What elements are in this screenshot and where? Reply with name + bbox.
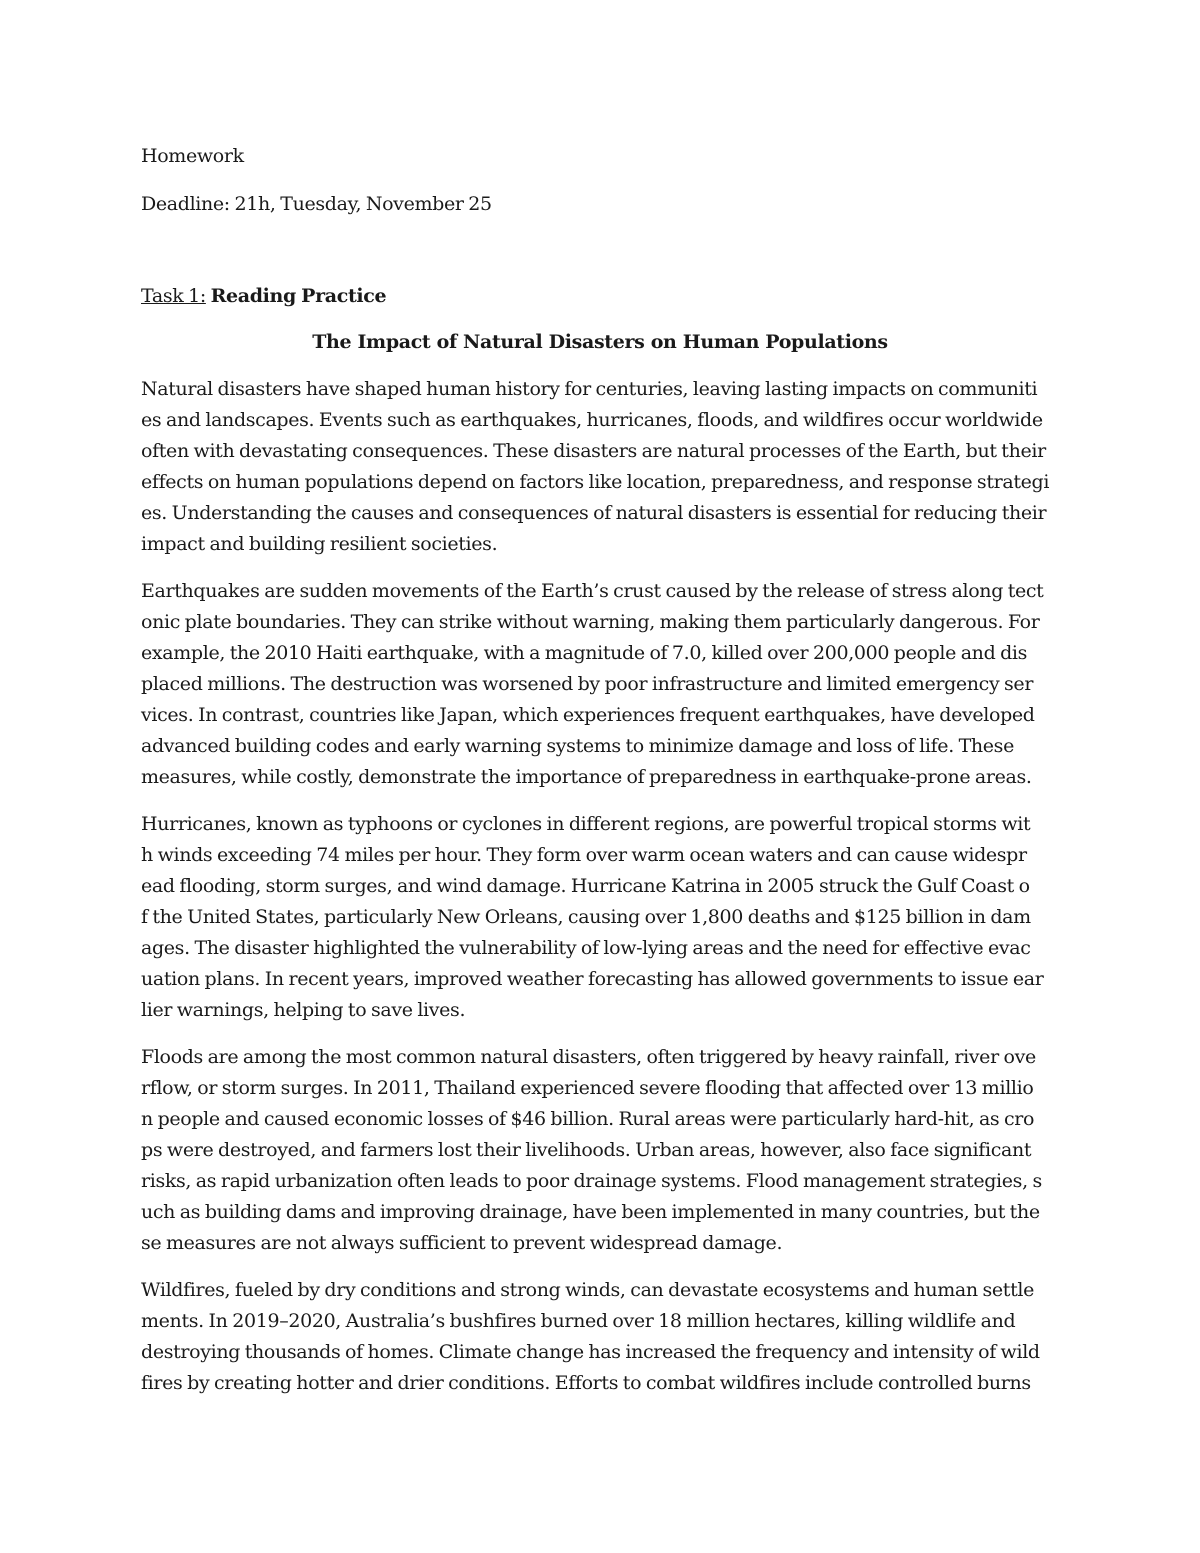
paragraph-line: impact and building resilient societies. [141, 533, 498, 555]
paragraph-line: f the United States, particularly New Orleans, causing over 1,800 deaths and $125 billion in dam [141, 906, 1031, 928]
paragraph-line: Floods are among the most common natural disasters, often triggered by heavy rainfall, river ove [141, 1046, 1036, 1068]
task-heading [141, 281, 1061, 312]
paragraph-line: placed millions. The destruction was worsened by poor infrastructure and limited emergency ser [141, 673, 1034, 695]
paragraph-line: lier warnings, helping to save lives. [141, 999, 466, 1021]
paragraph-line: Wildfires, fueled by dry conditions and strong winds, can devastate ecosystems and human settle [141, 1279, 1034, 1301]
paragraph-line: Hurricanes, known as typhoons or cyclones in different regions, are powerful tropical storms wit [141, 813, 1031, 835]
paragraph-line: ments. In 2019–2020, Australia’s bushfires burned over 18 million hectares, killing wildlife and [141, 1310, 1016, 1332]
task-number: Task 1: [141, 285, 206, 307]
homework-label: Homework [141, 145, 244, 167]
paragraph-line: risks, as rapid urbanization often leads to poor drainage systems. Flood management strategies, s [141, 1170, 1042, 1192]
paragraph-line: Earthquakes are sudden movements of the Earth’s crust caused by the release of stress along tect [141, 580, 1044, 602]
article-title: The Impact of Natural Disasters on Human Populations [312, 331, 888, 353]
paragraph-line: often with devastating consequences. These disasters are natural processes of the Earth, but their [141, 440, 1046, 462]
paragraph-line: uation plans. In recent years, improved weather forecasting has allowed governments to issue ear [141, 968, 1044, 990]
paragraph-line: destroying thousands of homes. Climate change has increased the frequency and intensity of wild [141, 1341, 1040, 1363]
paragraph-line: vices. In contrast, countries like Japan, which experiences frequent earthquakes, have developed [141, 704, 1035, 726]
deadline-text: Deadline: 21h, Tuesday, November 25 [141, 193, 492, 215]
paragraph-line: se measures are not always sufficient to prevent widespread damage. [141, 1232, 783, 1254]
paragraph-line: rflow, or storm surges. In 2011, Thailand experienced severe flooding that affected over 13 millio [141, 1077, 1034, 1099]
paragraph-line: measures, while costly, demonstrate the importance of preparedness in earthquake-prone areas. [141, 766, 1032, 788]
paragraph-line: ead flooding, storm surges, and wind damage. Hurricane Katrina in 2005 struck the Gulf Coast o [141, 875, 1030, 897]
paragraph-line: effects on human populations depend on factors like location, preparedness, and response strategi [141, 471, 1050, 493]
paragraph-line: Natural disasters have shaped human history for centuries, leaving lasting impacts on communiti [141, 378, 1038, 400]
paragraph-line: example, the 2010 Haiti earthquake, with a magnitude of 7.0, killed over 200,000 people and dis [141, 642, 1028, 664]
task-title: Reading Practice [210, 285, 387, 307]
paragraph-line: es and landscapes. Events such as earthquakes, hurricanes, floods, and wildfires occur worldwide [141, 409, 1043, 431]
paragraph-line: h winds exceeding 74 miles per hour. They form over warm ocean waters and can cause widespr [141, 844, 1027, 866]
paragraph-line: onic plate boundaries. They can strike without warning, making them particularly dangerous. For [141, 611, 1040, 633]
paragraph-line: advanced building codes and early warning systems to minimize damage and loss of life. These [141, 735, 1014, 757]
paragraph-line: n people and caused economic losses of $46 billion. Rural areas were particularly hard-hit, as cro [141, 1108, 1035, 1130]
paragraph-line: ages. The disaster highlighted the vulnerability of low-lying areas and the need for effective evac [141, 937, 1031, 959]
paragraph-line: es. Understanding the causes and consequences of natural disasters is essential for reducing their [141, 502, 1047, 524]
paragraph-line: fires by creating hotter and drier conditions. Efforts to combat wildfires include controlled burns [141, 1372, 1031, 1394]
paragraph-line: ps were destroyed, and farmers lost their livelihoods. Urban areas, however, also face significant [141, 1139, 1032, 1161]
paragraph-line: uch as building dams and improving drainage, have been implemented in many countries, but the [141, 1201, 1040, 1223]
